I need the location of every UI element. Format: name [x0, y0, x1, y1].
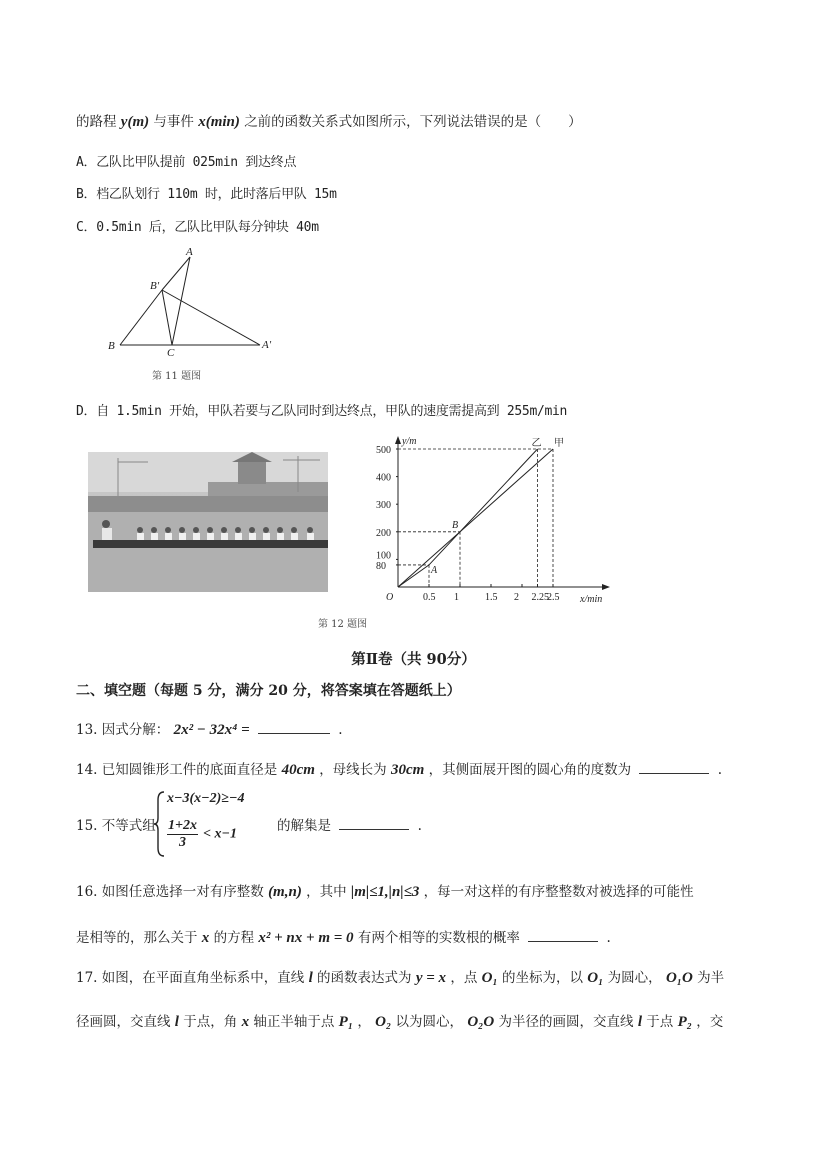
question-13	[76, 718, 343, 739]
q17-o1o: O₁O	[665, 970, 693, 986]
y-tick-label: 400	[376, 472, 391, 484]
q15-ineq2	[167, 818, 237, 851]
part-two-title: 第Ⅱ卷（共 90分）	[351, 651, 476, 668]
q17-line2-b: 于点，角	[183, 1014, 238, 1030]
q15-tail	[277, 814, 422, 834]
q17-line1-mid4: 为圆心，	[607, 970, 662, 986]
figure-11	[100, 245, 290, 360]
segment-abp	[162, 257, 190, 290]
option-c: C．0.5min 后，乙队比甲队每分钟块 40m	[76, 220, 319, 235]
question-16-line1	[76, 880, 694, 901]
q15-pre: 15. 不等式组	[76, 818, 156, 834]
q17-line1-mid2: ，点	[450, 970, 478, 986]
q16-line1-post: ，每一对这样的有序整整数对被选择的可能性	[423, 884, 694, 900]
label-bp: B′	[150, 280, 160, 292]
q15-fraction	[167, 818, 198, 851]
section-fill-in-heading: 二、填空题（每题 5 分，满分 20 分，将答案填在答题纸上）	[76, 683, 461, 699]
q17-line2-e: 以为圆心，	[395, 1014, 464, 1030]
q17-line2-a: 径画圆，交直线	[76, 1014, 171, 1030]
q17-line2-c: 轴正半轴于点	[253, 1014, 335, 1030]
q17-line1-mid3: 的坐标为，以	[502, 970, 583, 986]
q17-line1-post: 为半	[697, 970, 725, 986]
y-tick-label: 80	[376, 560, 386, 572]
q16-line1-mid: ，其中	[306, 884, 347, 900]
segment-bpc	[162, 290, 172, 345]
q15-end: .	[417, 818, 422, 834]
q17-line2-g: 于点	[646, 1014, 674, 1030]
segment-ac	[172, 257, 190, 345]
question-16-line2	[76, 926, 611, 947]
q13-expr: 2x² − 32x⁴ =	[173, 722, 250, 738]
q15-post: 的解集是	[277, 818, 331, 834]
point-a-label: A	[431, 564, 438, 576]
q15-answer-blank[interactable]	[339, 828, 409, 830]
q14-slant: 30cm	[390, 762, 425, 778]
q17-x: x	[241, 1014, 250, 1030]
question-17-line2	[76, 1010, 723, 1031]
q17-yx: y = x	[415, 970, 447, 986]
intro-mid: 与事件	[153, 114, 194, 130]
x-axis-label: x/min	[580, 594, 603, 605]
segment-bpap	[162, 290, 260, 345]
var-xmin: x(min)	[198, 114, 240, 130]
y-tick-label: 500	[376, 445, 391, 456]
q17-p2: P₂	[677, 1014, 692, 1030]
figure-12-caption: 第 12 题图	[318, 619, 368, 630]
q15-rhs: < x−1	[203, 826, 238, 842]
q17-line2-h: ，交	[696, 1014, 724, 1030]
label-a: A	[186, 246, 193, 258]
x-tick-label: 1.5	[485, 592, 498, 603]
q15-denominator: 3	[178, 835, 186, 850]
q16-x: x	[201, 930, 210, 946]
q17-o2: O₂	[375, 1014, 392, 1030]
x-tick-label: 2.25	[531, 592, 549, 603]
y-axis-label: y/m	[402, 436, 417, 447]
option-b: B．档乙队划行 110m 时，此时落后甲队 15m	[76, 187, 337, 202]
q17-p1: P₁	[338, 1014, 354, 1030]
x-tick-label: 2.5	[547, 592, 560, 603]
option-a: A．乙队比甲队提前 025min 到达终点	[76, 155, 297, 170]
intro-post: 之前的函数关系式如图所示，下列说法错误的是（ ）	[244, 114, 582, 130]
q16-end: .	[606, 930, 611, 946]
q17-l2: l	[174, 1014, 179, 1030]
q14-post: ，其侧面展开图的圆心角的度数为	[428, 762, 632, 778]
q14-diameter: 40cm	[281, 762, 315, 778]
origin-label: O	[386, 592, 394, 603]
q17-line1-mid: 的函数表达式为	[317, 970, 412, 986]
x-tick-label: 1	[454, 592, 459, 603]
q15-brace	[154, 790, 166, 858]
q16-line2-pre: 是相等的，那么关于	[76, 930, 198, 946]
question-14	[76, 758, 722, 779]
series-line-yi	[398, 449, 538, 587]
q13-post: .	[338, 722, 343, 738]
label-c: C	[167, 347, 175, 359]
question-intro	[76, 110, 582, 131]
q16-line2-post: 有两个相等的实数根的概率	[357, 930, 520, 946]
question-17-line1	[76, 966, 724, 987]
x-axis-arrow	[602, 584, 610, 590]
series-line-jia	[398, 449, 553, 587]
q17-l: l	[308, 970, 313, 986]
q17-line2-d: ，	[357, 1014, 371, 1030]
series-label-jia: 甲	[554, 438, 564, 449]
q17-line2-f: 为半径的画圆，交直线	[498, 1014, 634, 1030]
option-d: D．自 1.5min 开始，甲队若要与乙队同时到达终点，甲队的速度需提高到 255m/min	[76, 404, 568, 419]
y-axis-arrow	[395, 436, 401, 444]
dragon-boat-photo	[88, 452, 328, 592]
q17-o1: O₁	[481, 970, 498, 986]
q14-pre: 14. 已知圆锥形工件的底面直径是	[76, 762, 278, 778]
y-tick-label: 300	[376, 500, 391, 512]
q16-line2-mid: 的方程	[213, 930, 255, 946]
point-b-label: B	[452, 519, 459, 531]
q17-o1b: O₁	[587, 970, 604, 986]
label-b: B	[108, 340, 115, 352]
y-tick-label: 100	[376, 550, 391, 562]
x-tick-label: 0.5	[423, 592, 436, 603]
series-label-yi: 乙	[531, 438, 542, 449]
q17-line1-pre: 17. 如图，在平面直角坐标系中，直线	[76, 970, 305, 986]
q16-line1-pre: 16. 如图任意选择一对有序整数	[76, 884, 264, 900]
segment-bbp	[120, 290, 162, 345]
q14-end: .	[717, 762, 722, 778]
q16-answer-blank[interactable]	[528, 940, 598, 942]
q16-condition: |m|≤1,|n|≤3	[350, 884, 420, 900]
q16-pair: (m,n)	[268, 884, 302, 900]
q14-mid: ，母线长为	[319, 762, 387, 778]
label-ap: A′	[262, 339, 272, 351]
q15-numerator: 1+2x	[168, 818, 197, 833]
figure-11-caption: 第 11 题图	[152, 371, 202, 382]
photo-scene	[88, 452, 328, 592]
q15-ineq1: x−3(x−2)≥−4	[167, 791, 245, 806]
q17-l3: l	[637, 1014, 642, 1030]
var-ym: y(m)	[120, 114, 150, 130]
q17-o2o: O₂O	[467, 1014, 495, 1030]
intro-pre: 的路程	[76, 114, 117, 130]
q13-answer-blank[interactable]	[258, 732, 330, 734]
figure-12-chart	[368, 432, 618, 612]
q16-equation: x² + nx + m = 0	[258, 930, 354, 946]
x-tick-label: 2	[514, 592, 519, 603]
q14-answer-blank[interactable]	[639, 772, 709, 774]
q13-pre: 13. 因式分解：	[76, 722, 170, 738]
y-tick-label: 200	[376, 527, 391, 539]
